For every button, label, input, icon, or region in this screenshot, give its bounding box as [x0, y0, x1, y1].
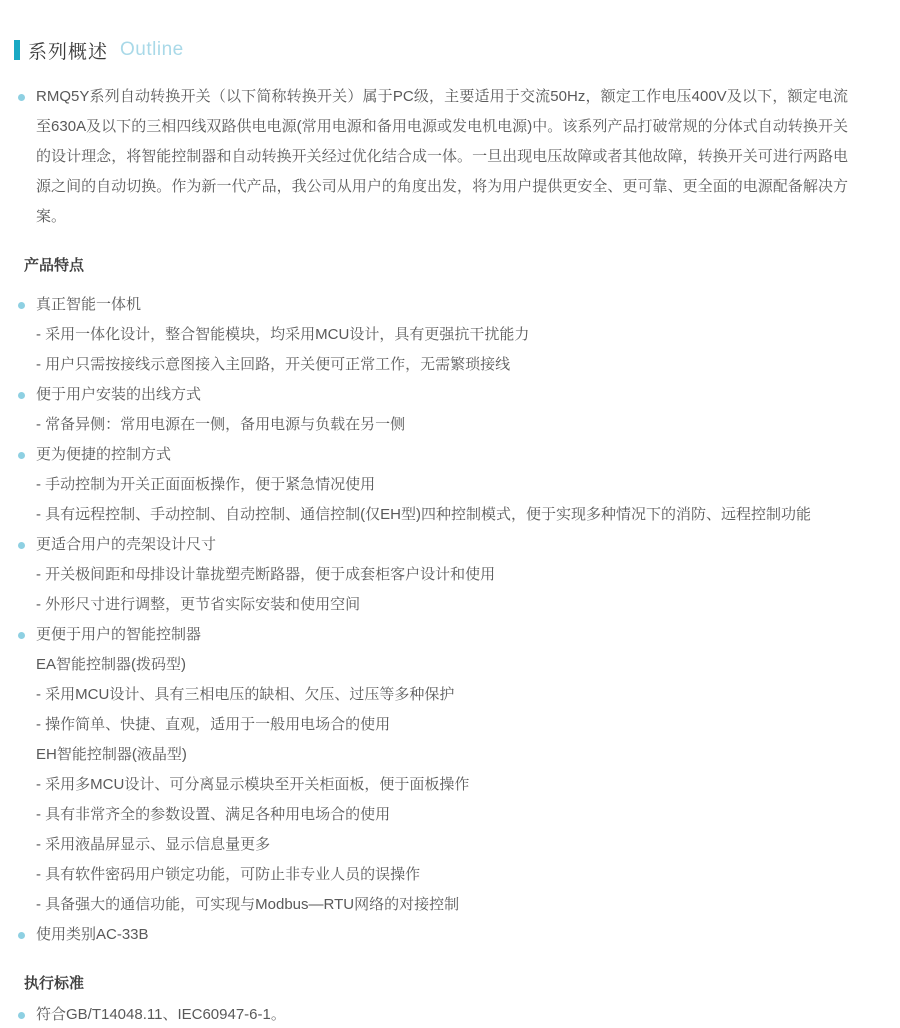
- bullet-dot-icon: [18, 94, 25, 101]
- list-item-text: - 具有非常齐全的参数设置、满足各种用电场合的使用: [36, 806, 391, 823]
- list-item-text: - 具备强大的通信功能，可实现与Modbus—RTU网络的对接控制: [36, 896, 460, 913]
- section-title-cn: 系列概述: [28, 41, 109, 63]
- list-item-text: - 具有远程控制、手动控制、自动控制、通信控制(仅EH型)四种控制模式，便于实现多种情况下的消防、远程控制功能: [36, 506, 811, 523]
- list-item-text: - 手动控制为开关正面面板操作，便于紧急情况使用: [36, 476, 376, 493]
- bullet-dot-icon: [18, 1012, 25, 1019]
- list-item: [0, 1000, 880, 1028]
- list-item: [0, 410, 880, 440]
- list-item-text: 真正智能一体机: [36, 296, 142, 313]
- list-item-text: 更适合用户的壳架设计尺寸: [36, 536, 217, 553]
- list-item: [0, 830, 880, 860]
- list-item-text: 更便于用户的智能控制器: [36, 626, 202, 643]
- list-item: [0, 710, 880, 740]
- list-item: [0, 350, 880, 380]
- intro-text: RMQ5Y系列自动转换开关（以下简称转换开关）属于PC级，主要适用于交流50Hz，额定工作电压400V及以下，额定电流至630A及以下的三相四线双路供电电源(常用电源和备用电源或发电机电源)中。该系列产品打破常规的分体式自动转换开关的设计理念，将智能控制器和自动转换开关经过优化结合成一体。一旦出现电压故障或者其他故障，转换开关可进行两路电源之间的自动切换。作为新一代产品，我公司从用户的角度出发，将为用户提供更安全、更可靠、更全面的电源配备解决方案。: [36, 88, 848, 225]
- list-item-text: - 操作简单、快捷、直观，适用于一般用电场合的使用: [36, 716, 391, 733]
- list-item-text: - 采用MCU设计、具有三相电压的缺相、欠压、过压等多种保护: [36, 686, 455, 703]
- bullet-dot-icon: [18, 452, 25, 459]
- list-item-text: EH智能控制器(液晶型): [36, 746, 187, 763]
- bullet-dot-icon: [18, 932, 25, 939]
- list-item: [0, 590, 880, 620]
- list-item-text: - 采用多MCU设计、可分离显示模块至开关柜面板，便于面板操作: [36, 776, 470, 793]
- list-item-text: - 外形尺寸进行调整，更节省实际安装和使用空间: [36, 596, 361, 613]
- list-item: [0, 380, 880, 410]
- standards-heading: 执行标准: [24, 975, 85, 992]
- accent-bar-icon: [14, 40, 20, 60]
- list-item: [0, 800, 880, 830]
- features-heading: 产品特点: [24, 257, 85, 274]
- list-item-text: - 具有软件密码用户锁定功能，可防止非专业人员的误操作: [36, 866, 421, 883]
- list-item-text: EA智能控制器(拨码型): [36, 656, 187, 673]
- bullet-dot-icon: [18, 392, 25, 399]
- list-item: [0, 860, 880, 890]
- list-item: [0, 680, 880, 710]
- features-list: [0, 290, 880, 950]
- list-item-text: 使用类别AC-33B: [36, 926, 149, 943]
- section-header: [14, 38, 880, 62]
- list-item-text: - 常备异侧：常用电源在一侧，备用电源与负载在另一侧: [36, 416, 406, 433]
- section-title-en: Outline: [120, 39, 184, 60]
- list-item: [0, 530, 880, 560]
- intro-paragraph: [0, 82, 860, 232]
- bullet-dot-icon: [18, 302, 25, 309]
- list-item: [0, 740, 880, 770]
- list-item-text: - 用户只需按接线示意图接入主回路，开关便可正常工作，无需繁琐接线: [36, 356, 511, 373]
- list-item: [0, 470, 880, 500]
- list-item: [0, 440, 880, 470]
- list-item-text: - 采用一体化设计，整合智能模块，均采用MCU设计，具有更强抗干扰能力: [36, 326, 530, 343]
- list-item: [0, 290, 880, 320]
- bullet-dot-icon: [18, 542, 25, 549]
- list-item: [0, 920, 880, 950]
- list-item-text: 更为便捷的控制方式: [36, 446, 172, 463]
- list-item: [0, 320, 880, 350]
- list-item: [0, 620, 880, 650]
- list-item: [0, 560, 880, 590]
- list-item-text: 便于用户安装的出线方式: [36, 386, 202, 403]
- list-item-text: - 开关极间距和母排设计靠拢塑壳断路器，便于成套柜客户设计和使用: [36, 566, 496, 583]
- list-item-text: - 采用液晶屏显示、显示信息量更多: [36, 836, 271, 853]
- list-item: [0, 770, 880, 800]
- list-item: [0, 890, 880, 920]
- list-item: [0, 650, 880, 680]
- list-item: [0, 500, 880, 530]
- bullet-dot-icon: [18, 632, 25, 639]
- standards-list: [0, 1000, 880, 1028]
- list-item-text: 符合GB/T14048.11、IEC60947-6-1。: [36, 1006, 286, 1023]
